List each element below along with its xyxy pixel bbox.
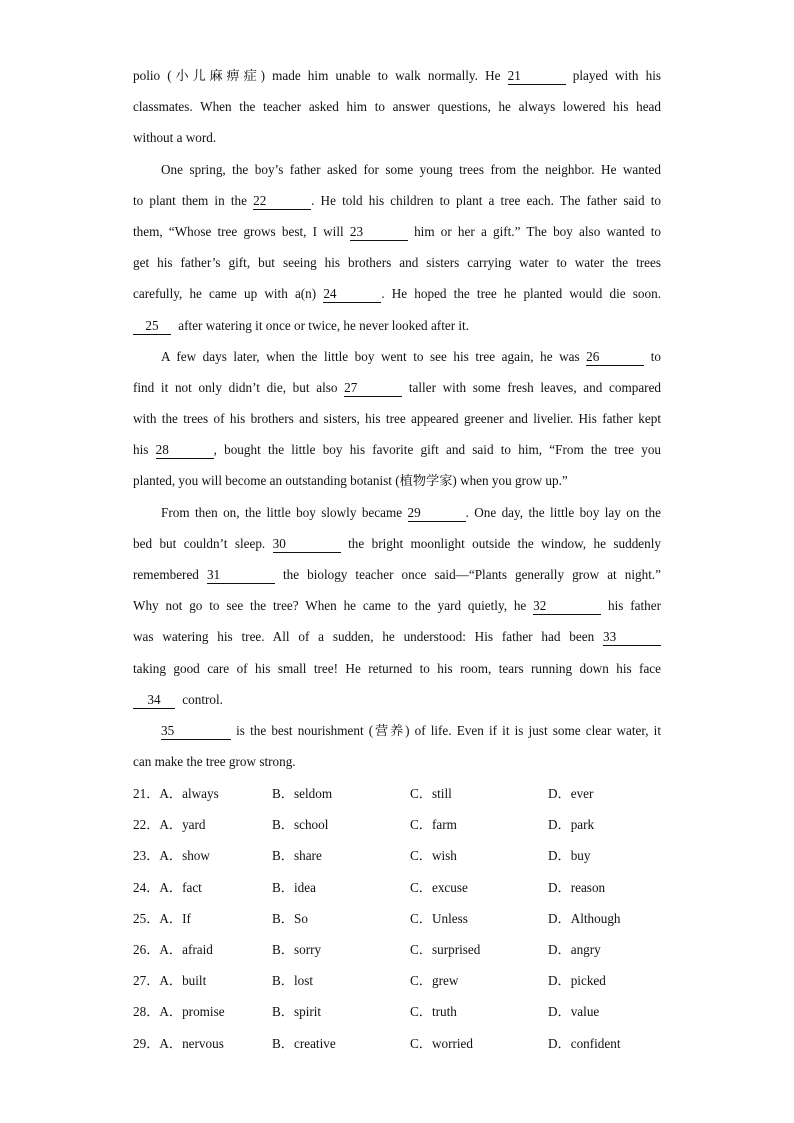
option-d: D．confident — [548, 1035, 621, 1051]
blank-21: 21 — [508, 69, 566, 85]
passage-line: with the trees of his brothers and sisters, his tree appeared greener and livelier. His father kept — [133, 411, 661, 427]
passage-line: 35 is the best nourishment (营养) of life. Even if it is just some clear water, it — [161, 722, 661, 738]
passage-line: bed but couldn’t sleep. 30 the bright moonlight outside the window, he suddenly — [133, 535, 661, 551]
question-row: 27．A．built B．lost C．grew D．picked — [133, 965, 693, 996]
blank-30: 30 — [273, 537, 341, 553]
blank-34: 34 — [133, 693, 175, 709]
passage-line: polio (小儿麻痹症) made him unable to walk normally. He 21 played with his — [133, 68, 662, 83]
passage-line: can make the tree grow strong. — [133, 754, 296, 770]
question-row: 29．A．nervous B．creative C．worried D．confident — [133, 1028, 693, 1059]
passage-line: get his father’s gift, but seeing his brothers and sisters carrying water to water the trees — [133, 255, 661, 271]
option-b: B．school — [272, 817, 329, 833]
option-b: B．sorry — [272, 941, 322, 957]
passage-line: planted, you will become an outstanding botanist (植物学家) when you grow up.” — [133, 473, 568, 489]
blank-25: 25 — [133, 319, 171, 335]
option-c: C．worried — [410, 1035, 473, 1051]
question-row: 25．A．If B．So C．Unless D．Although — [133, 903, 693, 934]
option-b: B．share — [272, 848, 322, 864]
passage-line: Why not go to see the tree? When he came to the yard quietly, he 32 his father — [133, 598, 662, 614]
blank-26: 26 — [586, 350, 644, 366]
question-row: 28．A．promise B．spirit C．truth D．value — [133, 996, 693, 1027]
option-d: D．angry — [548, 941, 601, 957]
blank-35: 35 — [161, 724, 231, 740]
option-b: B．lost — [272, 973, 314, 989]
blank-27: 27 — [344, 381, 402, 397]
passage-line: A few days later, when the little boy went to see his tree again, he was 26 to — [161, 348, 661, 364]
passage-line: From then on, the little boy slowly became 29 . One day, the little boy lay on the — [161, 504, 661, 520]
option-b: B．creative — [272, 1035, 336, 1051]
passage-line: carefully, he came up with a(n) 24 . He hoped the tree he planted would die soon. — [133, 286, 661, 302]
question-row: 26．A．afraid B．sorry C．surprised D．angry — [133, 934, 693, 965]
question-row: 23．A．show B．share C．wish D．buy — [133, 840, 693, 871]
passage-line: find it not only didn’t die, but also 27 taller with some fresh leaves, and compared — [133, 379, 662, 395]
option-d: D．Although — [548, 910, 621, 926]
option-c: C．wish — [410, 848, 457, 864]
option-c: C．Unless — [410, 910, 468, 926]
passage-line: taking good care of his small tree! He returned to his room, tears running down his face — [133, 660, 661, 676]
option-c: C．grew — [410, 973, 459, 989]
passage-line: One spring, the boy’s father asked for some young trees from the neighbor. He wanted — [161, 161, 661, 177]
option-b: B．spirit — [272, 1004, 322, 1020]
passage-line: them, “Whose tree grows best, I will 23 him or her a gift.” The boy also wanted to — [133, 223, 661, 239]
option-d: D．park — [548, 817, 595, 833]
option-d: D．value — [548, 1004, 600, 1020]
option-d: D．picked — [548, 973, 606, 989]
passage-line: was watering his tree. All of a sudden, he understood: His father had been 33 — [133, 621, 661, 652]
blank-32: 32 — [533, 599, 601, 615]
question-row: 22．A．yard B．school C．farm D．park — [133, 809, 693, 840]
passage-line: classmates. When the teacher asked him to answer questions, he always lowered his head — [133, 99, 661, 115]
passage — [133, 60, 661, 777]
option-c: C．farm — [410, 817, 457, 833]
option-d: D．buy — [548, 848, 591, 864]
blank-29: 29 — [408, 506, 466, 522]
blank-33: 33 — [603, 630, 661, 646]
passage-line: to plant them in the 22 . He told his children to plant a tree each. The father said to — [133, 192, 661, 208]
option-b: B．seldom — [272, 786, 333, 801]
blank-31: 31 — [207, 568, 275, 584]
passage-line: 25 after watering it once or twice, he never looked after it. — [133, 310, 661, 341]
option-d: D．reason — [548, 879, 606, 895]
blank-22: 22 — [253, 194, 311, 210]
option-b: B．So — [272, 910, 308, 926]
passage-line: without a word. — [133, 130, 217, 146]
question-row: 21．A．always B．seldom C．still D．ever — [133, 778, 693, 809]
blank-24: 24 — [323, 287, 381, 303]
option-c: C．truth — [410, 1004, 457, 1020]
blank-23: 23 — [350, 225, 408, 241]
passage-line: his 28 , bought the little boy his favorite gift and said to him, “From the tree you — [133, 442, 662, 458]
passage-line: 34 control. — [133, 684, 661, 715]
options-list — [133, 778, 693, 1059]
option-d: D．ever — [548, 786, 594, 801]
blank-28: 28 — [156, 443, 214, 459]
option-b: B．idea — [272, 879, 316, 895]
option-c: C．surprised — [410, 941, 481, 957]
option-c: C．excuse — [410, 879, 468, 895]
passage-line: remembered 31 the biology teacher once said—“Plants generally grow at night.” — [133, 567, 662, 582]
question-row: 24．A．fact B．idea C．excuse D．reason — [133, 872, 693, 903]
option-c: C．still — [410, 786, 452, 801]
